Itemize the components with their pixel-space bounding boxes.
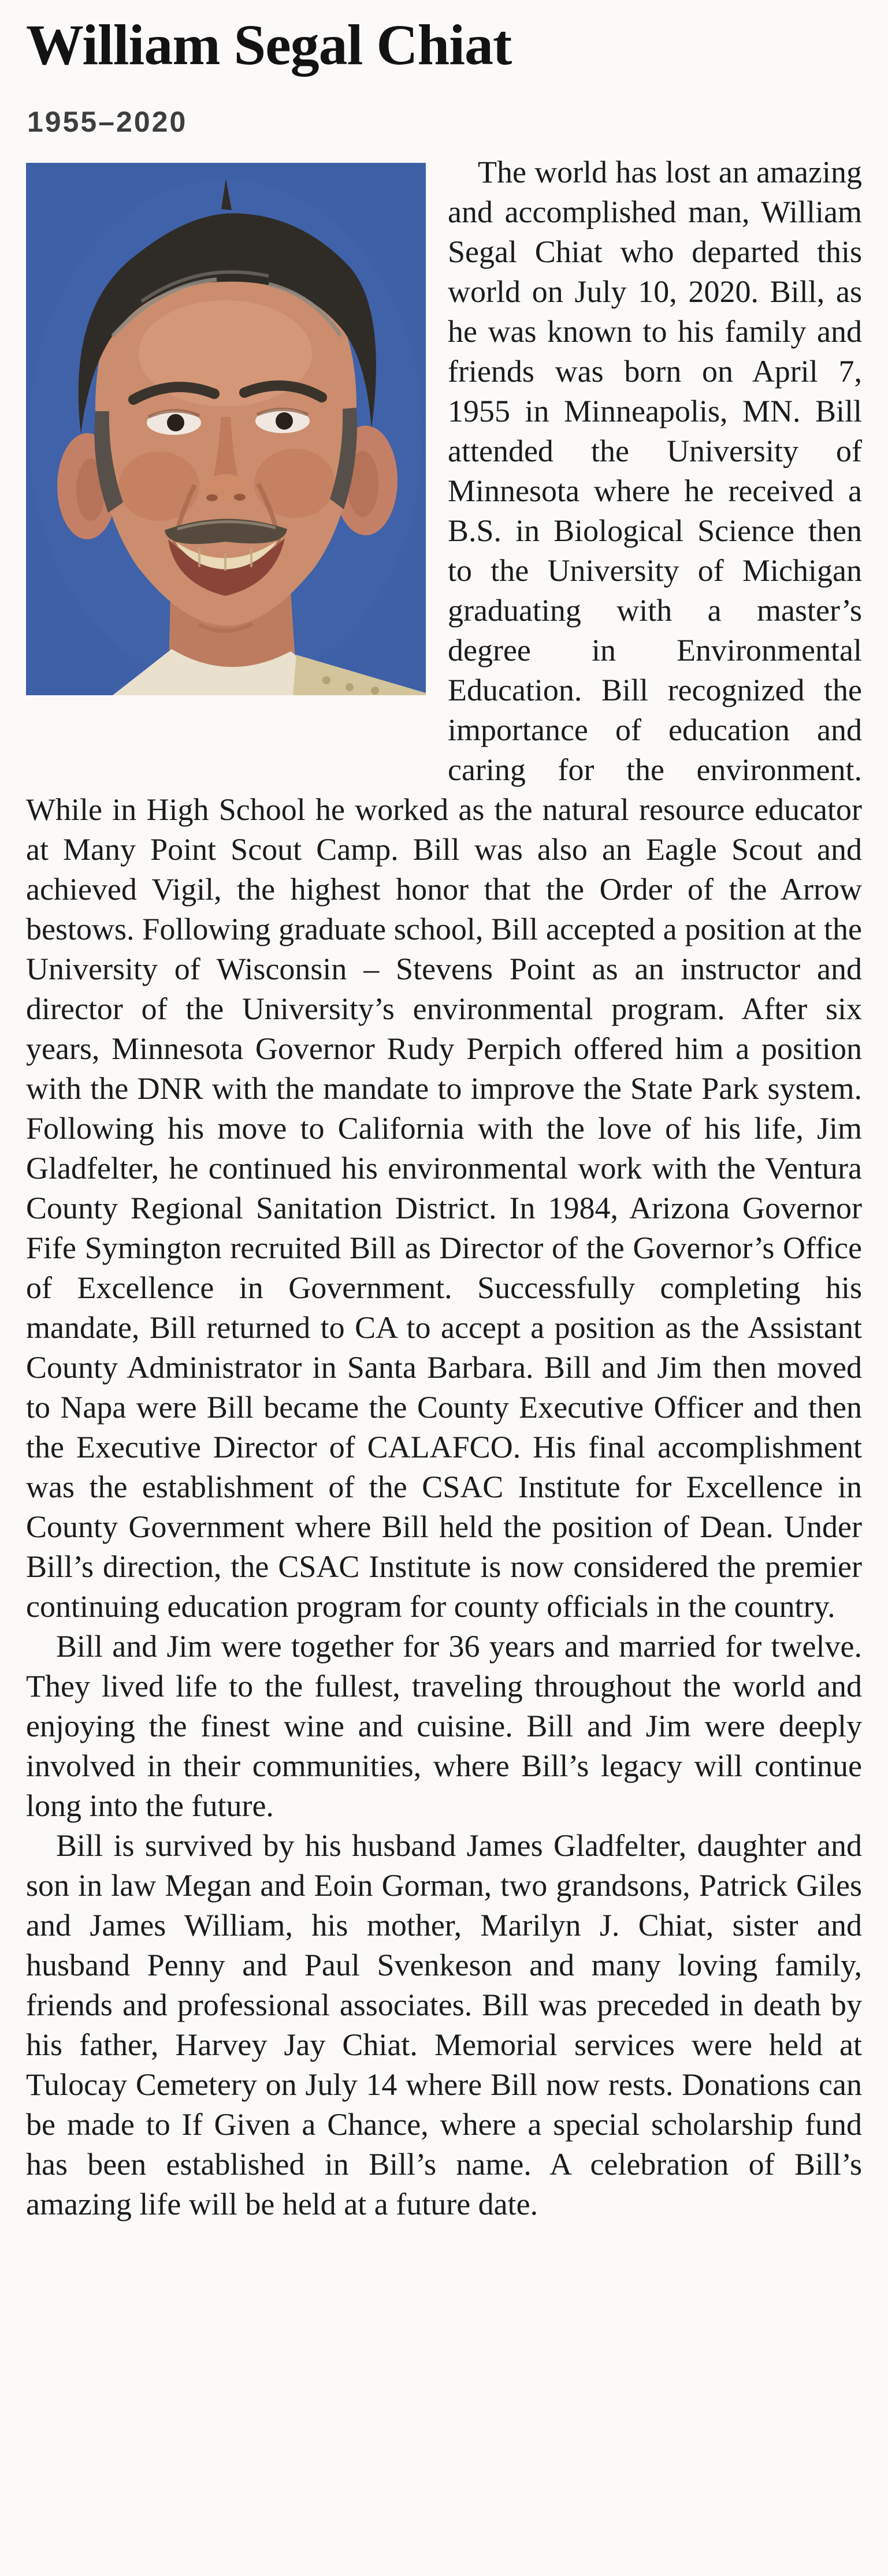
obituary-paragraph-3: Bill is survived by his husband James Gladfelter, daughter and son in law Megan and Eoin Gorman, two grandsons, Patrick Giles and James William, his mother, Marilyn J. Chiat, sister and husband Penny and Paul Svenkeson and many loving family, friends and professional associates. Bill was preceded in death by his father, Harvey Jay Chiat. Memorial services were held at Tulocay Cemetery on July 14 where Bill now rests. Donations can be made to If Given a Chance, where a special scholarship fund has been established in Bill’s name. A celebration of Bill’s amazing life will be held at a future date. [26, 1828, 862, 2221]
obituary-body [26, 152, 862, 2224]
life-dates: 1955–2020 [27, 106, 188, 138]
portrait-illustration [26, 163, 426, 695]
portrait-photo [26, 163, 426, 695]
obituary-paragraph-2: Bill and Jim were together for 36 years and married for twelve. They lived life to the fullest, traveling throughout the world and enjoying the finest wine and cuisine. Bill and Jim were deeply involved in their communities, where Bill’s legacy will continue long into the future. [26, 1629, 862, 1823]
obituary-paragraph-1: The world has lost an amazing and accomplished man, William Segal Chiat who departed this world on July 10, 2020. Bill, as he was known to his family and friends was born on April 7, 1955 in Minneapolis, MN. Bill attended the University of Minnesota where he received a B.S. in Biological Science then to the University of Michigan graduating with a master’s degree in Environmental Education. Bill recognized the importance of education and caring for the environment. While in High School he worked as the natural resource educator at Many Point Scout Camp. Bill was also an Eagle Scout and achieved Vigil, the highest honor that the Order of the Arrow bestows. Following graduate school, Bill accepted a position at the University of Wisconsin – Stevens Point as an instructor and director of the University’s environmental program. After six years, Minnesota Governor Rudy Perpich offered him a position with the DNR with the mandate to improve the State Park system. Following his move to California with the love of his life, Jim Gladfelter, he continued his environmental work with the Ventura County Regional Sanitation District. In 1984, Arizona Governor Fife Symington recruited Bill as Director of the Governor’s Office of Excellence in Government. Successfully completing his mandate, Bill returned to CA to accept a position as the Assistant County Administrator in Santa Barbara. Bill and Jim then moved to Napa were Bill became the County Executive Officer and then the Executive Director of CALAFCO. His final accomplishment was the establishment of the CSAC Institute for Excellence in County Government where Bill held the position of Dean. Under Bill’s direction, the CSAC Institute is now considered the premier continuing education program for county officials in the country. [26, 155, 862, 1624]
page-title: William Segal Chiat [26, 13, 512, 77]
